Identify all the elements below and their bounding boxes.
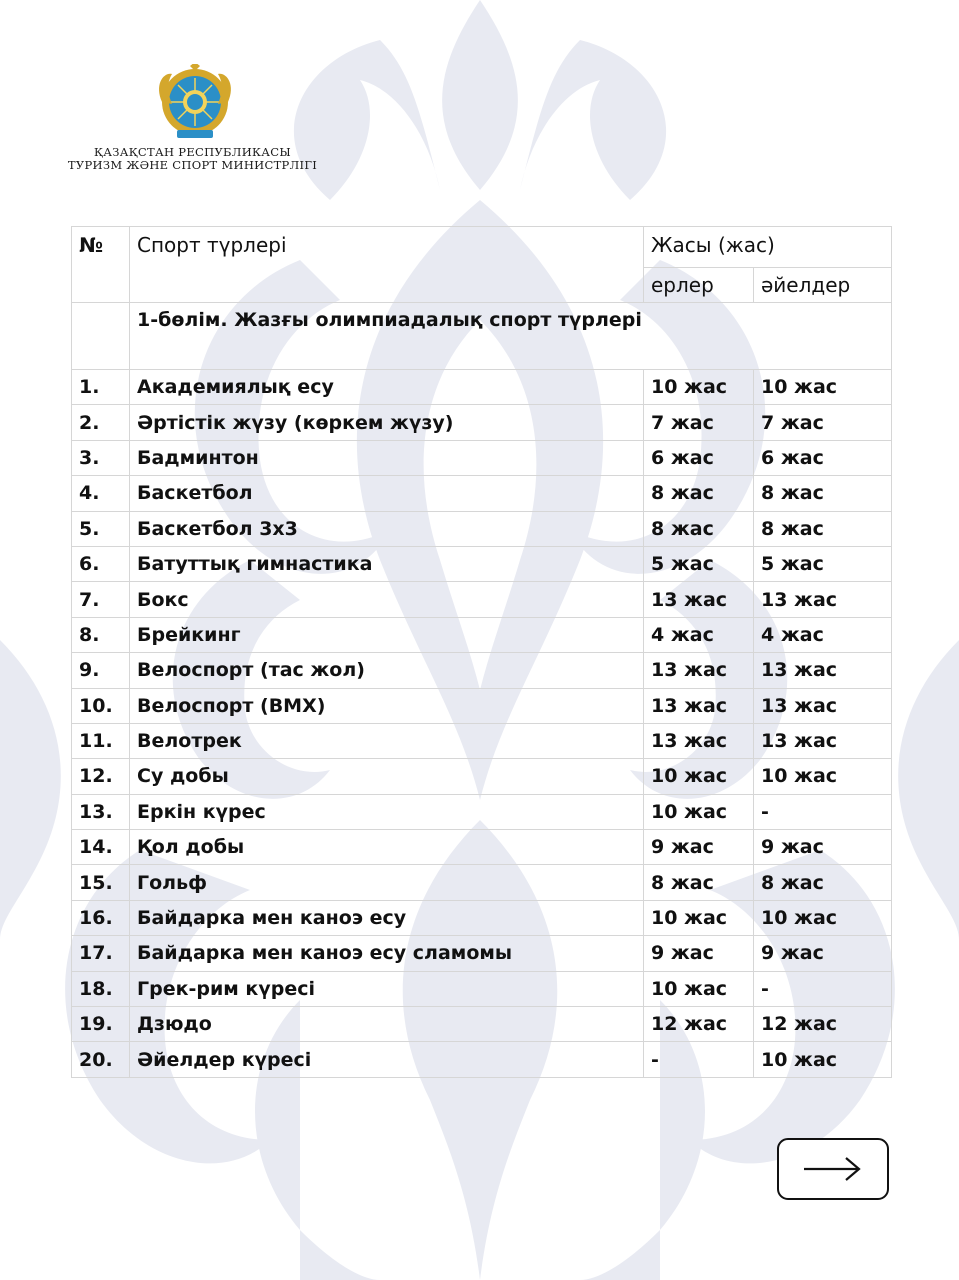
header-women: әйелдер — [754, 268, 892, 303]
row-age-men: 10 жас — [644, 794, 754, 829]
row-age-women: 10 жас — [754, 900, 892, 935]
row-number: 12. — [72, 759, 130, 794]
row-sport: Су добы — [130, 759, 644, 794]
row-sport: Байдарка мен каноэ есу сламомы — [130, 936, 644, 971]
row-sport: Баскетбол — [130, 476, 644, 511]
row-age-women: - — [754, 971, 892, 1006]
table-row — [72, 1007, 892, 1042]
row-number: 13. — [72, 794, 130, 829]
row-age-men: 10 жас — [644, 370, 754, 405]
row-age-men: 10 жас — [644, 971, 754, 1006]
row-number: 5. — [72, 511, 130, 546]
row-number: 14. — [72, 830, 130, 865]
table-row — [72, 794, 892, 829]
row-age-women: 13 жас — [754, 582, 892, 617]
row-sport: Гольф — [130, 865, 644, 900]
header-age: Жасы (жас) — [644, 227, 892, 268]
row-age-men: 9 жас — [644, 936, 754, 971]
row-number: 6. — [72, 546, 130, 581]
row-number: 8. — [72, 617, 130, 652]
row-age-women: 13 жас — [754, 653, 892, 688]
row-age-men: 8 жас — [644, 865, 754, 900]
row-sport: Еркін күрес — [130, 794, 644, 829]
table-row — [72, 971, 892, 1006]
ministry-line-2: ТУРИЗМ ЖӘНЕ СПОРТ МИНИСТРЛІГІ — [67, 158, 318, 172]
row-age-women: - — [754, 794, 892, 829]
row-sport: Велоспорт (BMX) — [130, 688, 644, 723]
row-sport: Әртістік жүзу (көркем жүзу) — [130, 405, 644, 440]
header-number: № — [72, 227, 130, 303]
row-sport: Академиялық есу — [130, 370, 644, 405]
section-blank — [72, 303, 130, 370]
row-age-men: 10 жас — [644, 900, 754, 935]
row-sport: Брейкинг — [130, 617, 644, 652]
row-age-men: 5 жас — [644, 546, 754, 581]
row-age-women: 12 жас — [754, 1007, 892, 1042]
table-row — [72, 865, 892, 900]
row-age-men: 8 жас — [644, 476, 754, 511]
row-number: 1. — [72, 370, 130, 405]
table-row — [72, 546, 892, 581]
row-number: 20. — [72, 1042, 130, 1077]
row-age-women: 8 жас — [754, 511, 892, 546]
state-emblem-icon — [150, 64, 240, 144]
table-row — [72, 582, 892, 617]
row-age-women: 13 жас — [754, 688, 892, 723]
row-sport: Велотрек — [130, 723, 644, 758]
row-age-women: 9 жас — [754, 830, 892, 865]
row-age-men: 7 жас — [644, 405, 754, 440]
table-row — [72, 1042, 892, 1077]
row-age-women: 4 жас — [754, 617, 892, 652]
row-number: 19. — [72, 1007, 130, 1042]
row-age-women: 6 жас — [754, 440, 892, 475]
row-age-men: 13 жас — [644, 688, 754, 723]
table-row — [72, 511, 892, 546]
row-sport: Байдарка мен каноэ есу — [130, 900, 644, 935]
row-age-men: 13 жас — [644, 653, 754, 688]
row-number: 3. — [72, 440, 130, 475]
header-sport: Спорт түрлері — [130, 227, 644, 303]
row-number: 4. — [72, 476, 130, 511]
section-row — [72, 303, 892, 370]
arrow-right-icon — [802, 1154, 864, 1184]
table-row — [72, 370, 892, 405]
row-age-men: - — [644, 1042, 754, 1077]
table-row — [72, 440, 892, 475]
row-age-men: 10 жас — [644, 759, 754, 794]
sports-age-table — [71, 226, 892, 1078]
table-row — [72, 617, 892, 652]
row-age-men: 6 жас — [644, 440, 754, 475]
next-button[interactable] — [777, 1138, 889, 1200]
table-row — [72, 405, 892, 440]
table-row — [72, 936, 892, 971]
row-age-men: 4 жас — [644, 617, 754, 652]
row-age-women: 13 жас — [754, 723, 892, 758]
table-row — [72, 476, 892, 511]
row-age-women: 10 жас — [754, 759, 892, 794]
table-row — [72, 759, 892, 794]
table-row — [72, 830, 892, 865]
row-number: 10. — [72, 688, 130, 723]
row-number: 15. — [72, 865, 130, 900]
row-age-women: 9 жас — [754, 936, 892, 971]
row-number: 9. — [72, 653, 130, 688]
row-age-men: 13 жас — [644, 723, 754, 758]
row-sport: Қол добы — [130, 830, 644, 865]
section-title: 1-бөлім. Жазғы олимпиадалық спорт түрлері — [130, 303, 892, 370]
row-age-men: 8 жас — [644, 511, 754, 546]
row-number: 17. — [72, 936, 130, 971]
row-number: 18. — [72, 971, 130, 1006]
table-row — [72, 653, 892, 688]
header-men: ерлер — [644, 268, 754, 303]
row-number: 2. — [72, 405, 130, 440]
table-row — [72, 723, 892, 758]
ministry-line-1: ҚАЗАҚСТАН РЕСПУБЛИКАСЫ — [94, 145, 291, 159]
row-number: 11. — [72, 723, 130, 758]
row-sport: Велоспорт (тас жол) — [130, 653, 644, 688]
row-age-women: 5 жас — [754, 546, 892, 581]
row-age-women: 10 жас — [754, 1042, 892, 1077]
row-sport: Баскетбол 3x3 — [130, 511, 644, 546]
row-sport: Батуттық гимнастика — [130, 546, 644, 581]
ministry-name — [40, 146, 345, 172]
row-number: 16. — [72, 900, 130, 935]
row-age-men: 9 жас — [644, 830, 754, 865]
table-row — [72, 688, 892, 723]
table-header-row — [72, 227, 892, 268]
row-number: 7. — [72, 582, 130, 617]
row-age-men: 13 жас — [644, 582, 754, 617]
row-age-women: 8 жас — [754, 865, 892, 900]
row-age-women: 7 жас — [754, 405, 892, 440]
row-sport: Грек-рим күресі — [130, 971, 644, 1006]
row-sport: Дзюдо — [130, 1007, 644, 1042]
row-sport: Бадминтон — [130, 440, 644, 475]
row-age-men: 12 жас — [644, 1007, 754, 1042]
row-sport: Әйелдер күресі — [130, 1042, 644, 1077]
table-row — [72, 900, 892, 935]
row-age-women: 8 жас — [754, 476, 892, 511]
row-sport: Бокс — [130, 582, 644, 617]
row-age-women: 10 жас — [754, 370, 892, 405]
